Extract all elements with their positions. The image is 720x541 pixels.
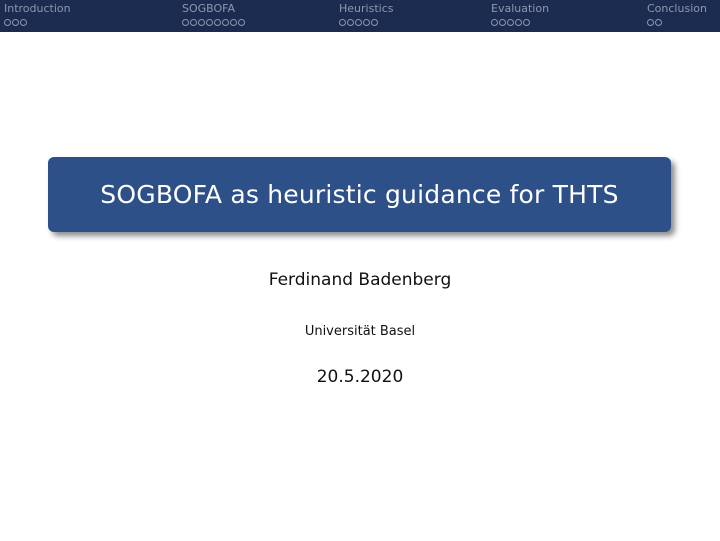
nav-slide-dot[interactable] [12, 19, 19, 26]
nav-slide-dot[interactable] [491, 19, 498, 26]
institute-name: Universität Basel [304, 324, 416, 339]
nav-section-introduction[interactable] [4, 2, 71, 26]
nav-section-label: Evaluation [491, 2, 550, 15]
nav-slide-dot[interactable] [347, 19, 354, 26]
nav-section-sogbofa[interactable] [182, 2, 245, 26]
nav-slide-dot[interactable] [371, 19, 378, 26]
nav-slide-dot[interactable] [355, 19, 362, 26]
nav-slide-dot[interactable] [182, 19, 189, 26]
nav-slide-dot[interactable] [190, 19, 197, 26]
nav-slide-dots[interactable] [4, 19, 71, 26]
presentation-date: 20.5.2020 [316, 367, 404, 387]
nav-slide-dot[interactable] [206, 19, 213, 26]
presentation-title: SOGBOFA as heuristic guidance for THTS [100, 180, 619, 209]
nav-slide-dots[interactable] [339, 19, 393, 26]
nav-slide-dot[interactable] [222, 19, 229, 26]
nav-slide-dot[interactable] [655, 19, 662, 26]
nav-slide-dot[interactable] [647, 19, 654, 26]
nav-section-label: Introduction [4, 2, 71, 15]
title-box [48, 157, 671, 232]
nav-slide-dot[interactable] [507, 19, 514, 26]
nav-section-conclusion[interactable] [647, 2, 707, 26]
nav-section-label: SOGBOFA [182, 2, 236, 15]
nav-slide-dot[interactable] [20, 19, 27, 26]
nav-slide-dot[interactable] [238, 19, 245, 26]
nav-section-evaluation[interactable] [491, 2, 549, 26]
nav-slide-dots[interactable] [491, 19, 549, 26]
nav-slide-dot[interactable] [214, 19, 221, 26]
nav-slide-dot[interactable] [499, 19, 506, 26]
nav-section-label: Heuristics [339, 2, 394, 15]
author-name: Ferdinand Badenberg [268, 270, 452, 290]
nav-slide-dots[interactable] [647, 19, 707, 26]
section-navigation-bar [0, 0, 720, 32]
nav-section-heuristics[interactable] [339, 2, 393, 26]
nav-slide-dot[interactable] [198, 19, 205, 26]
nav-slide-dot[interactable] [363, 19, 370, 26]
nav-slide-dot[interactable] [523, 19, 530, 26]
nav-slide-dot[interactable] [230, 19, 237, 26]
nav-slide-dot[interactable] [339, 19, 346, 26]
nav-slide-dot[interactable] [4, 19, 11, 26]
nav-slide-dots[interactable] [182, 19, 245, 26]
nav-section-label: Conclusion [647, 2, 707, 15]
nav-slide-dot[interactable] [515, 19, 522, 26]
